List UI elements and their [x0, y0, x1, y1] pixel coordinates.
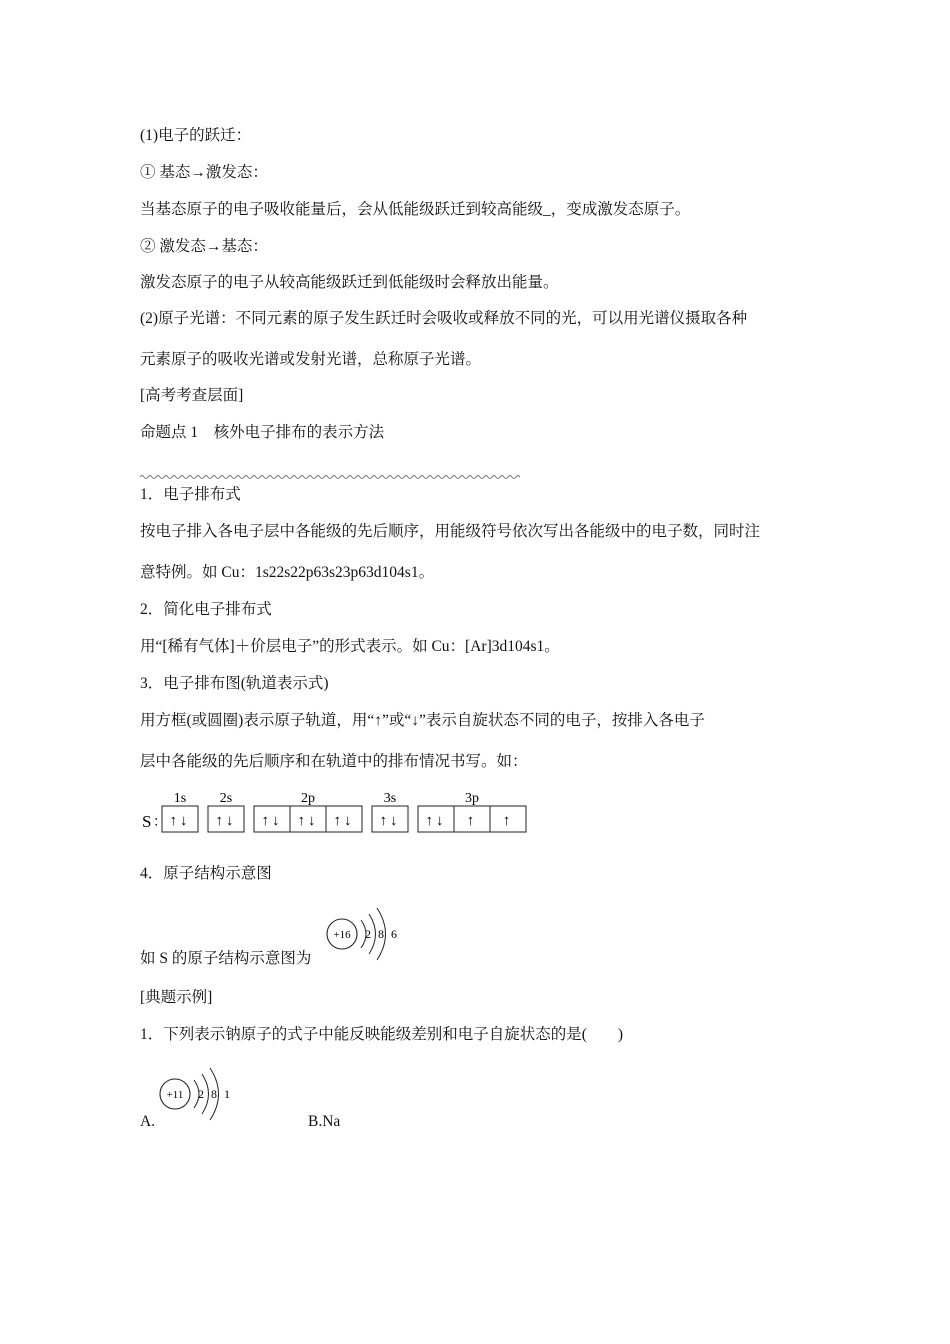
spin-arrows: ↑↓: [297, 813, 319, 829]
item-heading: 3．电子排布图(轨道表示式): [140, 675, 329, 692]
item-heading: 4．原子结构示意图: [140, 865, 272, 882]
shell-electrons: 8: [378, 927, 384, 941]
item-heading: 2．简化电子排布式: [140, 601, 272, 618]
section-heading: [高考考查层面]: [140, 387, 244, 404]
text-line: 按电子排入各电子层中各能级的先后顺序，用能级符号依次写出各能级中的电子数，同时注: [140, 523, 761, 540]
text-line: ① 基态→激发态：: [140, 164, 268, 181]
section-heading: [典题示例]: [140, 989, 213, 1006]
item-heading: 1．电子排布式: [140, 486, 241, 503]
text-line: 用“[稀有气体]＋价层电子”的形式表示。如 Cu：[Ar]3d104s1。: [140, 638, 560, 655]
sublevel-label: 3p: [465, 791, 479, 806]
topic-heading: 命题点 1 核外电子排布的表示方法: [140, 424, 385, 441]
question-text: 1．下列表示钠原子的式子中能反映能级差别和电子自旋状态的是( ): [140, 1026, 624, 1043]
wavy-underline: [140, 472, 520, 482]
text-line: (1)电子的跃迁：: [140, 127, 252, 144]
sodium-structure-diagram: [155, 1062, 239, 1124]
orbital-element-label: S: [142, 812, 152, 831]
option-a-label: A.: [140, 1113, 156, 1130]
shell-electrons: 6: [391, 927, 397, 941]
spin-arrows: ↑↓: [425, 813, 447, 829]
text-line: (2)原子光谱：不同元素的原子发生跃迁时会吸收或释放不同的光，可以用光谱仪摄取各种: [140, 310, 748, 327]
nucleus-charge: +16: [333, 929, 351, 941]
shell-electrons: 2: [365, 927, 371, 941]
spin-arrows: ↑↓: [379, 813, 401, 829]
shell-electrons: 2: [198, 1087, 204, 1101]
option-b-label: B.Na: [308, 1113, 341, 1130]
text-line: ② 激发态→基态：: [140, 238, 268, 255]
text-line: 元素原子的吸收光谱或发射光谱，总称原子光谱。: [140, 351, 482, 368]
nucleus-charge: +11: [166, 1089, 184, 1101]
spin-arrows: ↑↓: [333, 813, 355, 829]
text-line: 层中各能级的先后顺序和在轨道中的排布情况书写。如：: [140, 753, 528, 770]
orbital-separator: ：: [153, 815, 167, 830]
text-line: 用方框(或圆圈)表示原子轨道，用“↑”或“↓”表示自旋状态不同的电子，按排入各电子: [140, 712, 705, 729]
spin-arrows: ↑: [466, 813, 478, 829]
sulfur-structure-diagram: [322, 904, 406, 966]
shell-electrons: 1: [224, 1087, 230, 1101]
sublevel-label: 2p: [301, 791, 315, 806]
spin-arrows: ↑↓: [215, 813, 237, 829]
text-line: 激发态原子的电子从较高能级跃迁到低能级时会释放出能量。: [140, 274, 559, 291]
shell-electrons: 8: [211, 1087, 217, 1101]
text-line: 意特例。如 Cu：1s22s22p63s23p63d104s1。: [140, 564, 435, 581]
text-line: 当基态原子的电子吸收能量后，会从低能级跃迁到较高能级_，变成激发态原子。: [140, 201, 691, 218]
spin-arrows: ↑↓: [261, 813, 283, 829]
spin-arrows: ↑↓: [169, 813, 191, 829]
sublevel-label: 2s: [219, 791, 233, 806]
text-line: 如 S 的原子结构示意图为: [140, 950, 312, 967]
sublevel-label: 3s: [383, 791, 397, 806]
orbital-diagram: [138, 786, 538, 838]
spin-arrows: ↑: [502, 813, 514, 829]
sublevel-label: 1s: [173, 791, 187, 806]
